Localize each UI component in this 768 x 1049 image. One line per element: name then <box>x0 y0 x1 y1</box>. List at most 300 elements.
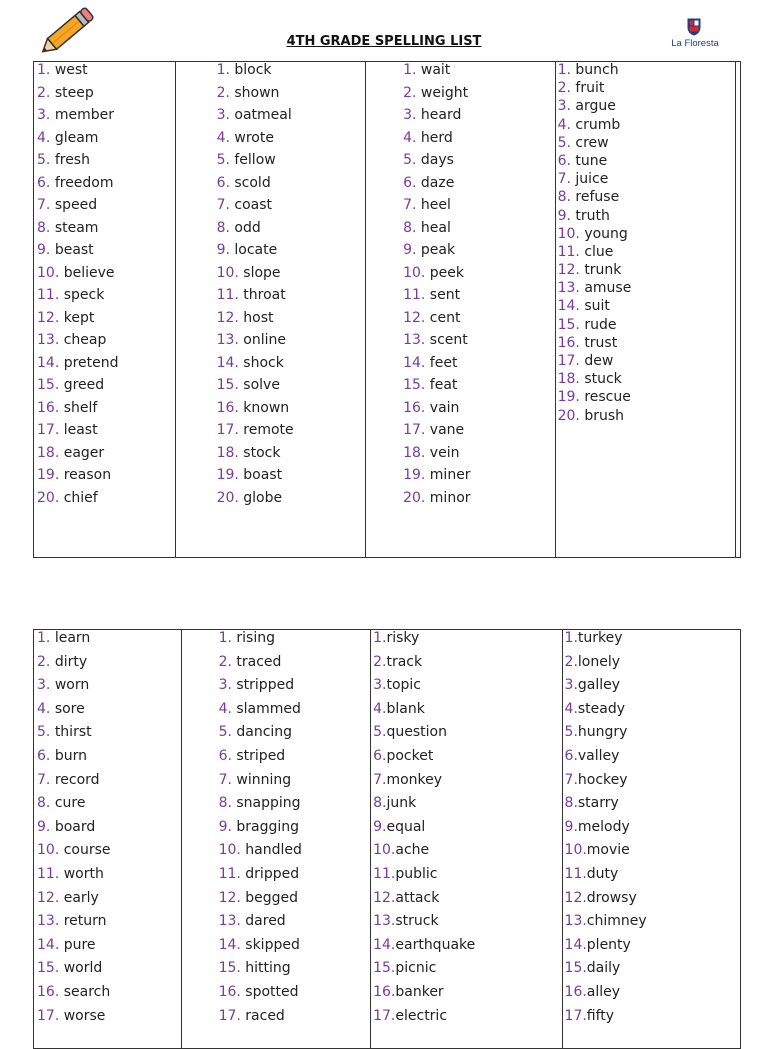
list-item <box>403 287 555 310</box>
list-item <box>37 490 175 513</box>
item-number: 11. <box>557 243 580 260</box>
spelling-word: tune <box>575 152 608 169</box>
spelling-word: herd <box>420 129 453 146</box>
spelling-word: reason <box>63 467 112 483</box>
list-item <box>403 422 555 445</box>
item-number: 14. <box>557 298 580 315</box>
list-item <box>558 98 740 116</box>
list-item <box>37 772 181 796</box>
spelling-word: bragging <box>236 818 300 835</box>
list-item <box>403 490 555 513</box>
list-item <box>565 866 740 890</box>
spelling-word: thirst <box>54 724 92 741</box>
item-number: 2. <box>218 653 232 670</box>
item-number: 18. <box>216 444 239 461</box>
item-number: 4. <box>564 700 578 717</box>
list-item <box>217 242 366 265</box>
list-item <box>217 152 366 175</box>
item-number: 15. <box>216 377 239 393</box>
list-item <box>217 62 366 85</box>
list-item <box>217 400 366 423</box>
spelling-word: picnic <box>395 960 437 977</box>
spelling-word: globe <box>243 489 283 506</box>
spelling-word: rising <box>236 630 275 646</box>
list-item <box>219 677 371 701</box>
item-number: 12. <box>557 262 580 279</box>
list-item <box>37 265 175 288</box>
list-item <box>37 377 175 400</box>
item-number: 8. <box>218 795 232 812</box>
list-item <box>373 866 561 890</box>
item-number: 3. <box>373 677 387 694</box>
spelling-word: hungry <box>577 724 628 741</box>
list-column <box>34 630 181 1048</box>
list-item <box>565 701 740 725</box>
spelling-word: fellow <box>234 152 276 168</box>
list-item <box>37 220 175 243</box>
spelling-word: brush <box>584 407 624 424</box>
spelling-word: speed <box>54 197 98 213</box>
list-item <box>217 220 366 243</box>
spelling-table-2 <box>33 629 741 1049</box>
item-number: 18. <box>403 444 426 461</box>
item-number: 5. <box>37 724 51 741</box>
list-item <box>37 152 175 175</box>
item-number: 5. <box>564 724 578 741</box>
list-item <box>217 377 366 400</box>
list-item <box>37 422 175 445</box>
spelling-word: ache <box>395 842 430 859</box>
list-item <box>219 890 371 914</box>
list-item <box>558 280 740 298</box>
spelling-word: hitting <box>245 960 291 977</box>
list-item <box>219 937 371 961</box>
spelling-word: block <box>234 62 272 78</box>
item-number: 2. <box>37 653 51 670</box>
list-item <box>217 265 366 288</box>
list-item <box>37 197 175 220</box>
list-item <box>403 377 555 400</box>
spelling-word: trust <box>584 334 618 351</box>
spelling-word: trunk <box>584 262 622 279</box>
spelling-word: steady <box>577 700 626 717</box>
item-number: 13. <box>37 332 60 348</box>
item-number: 12. <box>373 889 396 906</box>
spelling-word: peek <box>429 264 465 281</box>
item-number: 3. <box>216 107 230 123</box>
item-number: 17. <box>403 422 426 438</box>
spelling-word: turkey <box>577 630 623 646</box>
item-number: 2. <box>216 84 230 101</box>
list-item <box>558 62 740 80</box>
list-column <box>555 62 740 557</box>
spelling-word: scold <box>234 174 271 191</box>
spelling-word: daze <box>420 174 455 191</box>
spelling-word: begged <box>245 889 299 906</box>
item-number: 10. <box>37 264 60 281</box>
school-logo-text: La Floresta <box>671 38 719 49</box>
spelling-word: question <box>386 724 447 741</box>
spelling-word: cure <box>54 795 86 812</box>
item-number: 12. <box>564 889 587 906</box>
item-number: 11. <box>403 287 426 303</box>
spelling-word: coast <box>234 197 272 213</box>
spelling-word: steep <box>54 84 94 101</box>
list-item <box>403 332 555 355</box>
item-number: 13. <box>373 913 396 930</box>
spelling-word: kept <box>63 309 95 326</box>
list-item <box>403 355 555 378</box>
list-item <box>565 984 740 1008</box>
item-number: 9. <box>403 242 417 258</box>
spelling-word: freedom <box>54 174 114 191</box>
list-item <box>558 117 740 135</box>
list-item <box>558 335 740 353</box>
item-number: 5. <box>557 134 571 151</box>
item-number: 7. <box>37 771 51 788</box>
list-item <box>217 422 366 445</box>
list-item <box>565 960 740 984</box>
item-number: 12. <box>218 889 241 906</box>
item-number: 4. <box>373 700 387 717</box>
spelling-word: striped <box>236 747 286 764</box>
spelling-word: handled <box>245 842 302 859</box>
spelling-word: amuse <box>584 280 632 297</box>
list-item <box>217 107 366 130</box>
spelling-word: miner <box>429 467 471 483</box>
spelling-word: course <box>63 842 111 859</box>
list-item <box>558 317 740 335</box>
item-number: 2. <box>564 653 578 670</box>
item-number: 1. <box>218 630 232 646</box>
item-number: 9. <box>37 242 51 258</box>
list-item <box>219 724 371 748</box>
list-item <box>217 130 366 153</box>
spelling-word: risky <box>386 630 420 646</box>
item-number: 3. <box>557 98 571 115</box>
spelling-word: skipped <box>245 936 300 953</box>
spelling-word: feat <box>429 377 458 393</box>
spelling-word: chimney <box>586 913 647 930</box>
list-item <box>217 332 366 355</box>
spelling-word: valley <box>577 747 620 764</box>
item-number: 8. <box>557 189 571 206</box>
list-item <box>373 960 561 984</box>
item-number: 8. <box>373 795 387 812</box>
item-number: 15. <box>373 960 396 977</box>
list-item <box>565 890 740 914</box>
list-item <box>558 208 740 226</box>
spelling-word: lonely <box>577 653 621 670</box>
spelling-word: board <box>54 818 96 835</box>
list-item <box>37 677 181 701</box>
spelling-word: traced <box>236 653 282 670</box>
item-number: 15. <box>403 377 426 393</box>
spelling-word: struck <box>395 913 439 930</box>
item-number: 14. <box>564 936 587 953</box>
spelling-word: chief <box>63 489 98 506</box>
list-item <box>219 866 371 890</box>
item-number: 6. <box>37 174 51 191</box>
spelling-word: locate <box>234 242 278 258</box>
item-number: 13. <box>216 332 239 348</box>
item-number: 7. <box>564 771 578 788</box>
item-number: 13. <box>557 280 580 297</box>
item-number: 4. <box>37 129 51 146</box>
list-item <box>219 819 371 843</box>
spelling-word: daily <box>586 960 621 977</box>
item-number: 11. <box>37 287 60 303</box>
spelling-word: early <box>63 889 99 906</box>
item-number: 19. <box>557 389 580 406</box>
spelling-word: track <box>386 653 423 670</box>
spelling-word: sent <box>429 287 461 303</box>
item-number: 11. <box>37 865 60 882</box>
item-number: 16. <box>564 983 587 1000</box>
item-number: 14. <box>37 354 60 371</box>
item-number: 20. <box>403 489 426 506</box>
list-item <box>403 175 555 198</box>
item-number: 6. <box>557 152 571 169</box>
list-column <box>175 62 366 557</box>
spelling-word: equal <box>386 818 426 835</box>
list-item <box>565 630 740 654</box>
list-item <box>565 795 740 819</box>
spelling-word: west <box>54 62 88 78</box>
item-number: 14. <box>373 936 396 953</box>
item-number: 16. <box>557 334 580 351</box>
list-item <box>565 913 740 937</box>
spelling-word: spotted <box>245 983 299 1000</box>
item-number: 5. <box>403 152 417 168</box>
spelling-word: fresh <box>54 152 90 168</box>
spelling-word: dared <box>245 913 286 930</box>
list-item <box>37 62 175 85</box>
list-item <box>373 890 561 914</box>
spelling-word: hockey <box>577 771 628 788</box>
item-number: 6. <box>218 747 232 764</box>
spelling-word: steam <box>54 219 99 236</box>
list-item <box>219 630 371 654</box>
item-number: 10. <box>216 264 239 281</box>
spelling-word: heel <box>420 197 451 213</box>
spelling-word: vein <box>429 444 460 461</box>
item-number: 1. <box>37 630 51 646</box>
spelling-word: fruit <box>575 80 605 97</box>
spelling-word: rude <box>584 316 617 333</box>
item-number: 2. <box>37 84 51 101</box>
item-number: 20. <box>557 407 580 424</box>
list-item <box>373 677 561 701</box>
school-shield-icon <box>687 18 701 36</box>
list-item <box>37 890 181 914</box>
spelling-word: wait <box>420 62 451 78</box>
item-number: 16. <box>37 983 60 1000</box>
item-number: 17. <box>37 422 60 438</box>
item-number: 15. <box>564 960 587 977</box>
list-item <box>37 1008 181 1032</box>
spelling-word: refuse <box>575 189 620 206</box>
item-number: 16. <box>218 983 241 1000</box>
item-number: 13. <box>403 332 426 348</box>
list-item <box>373 748 561 772</box>
item-number: 11. <box>216 287 239 303</box>
list-item <box>37 748 181 772</box>
spelling-word: snapping <box>236 795 301 812</box>
item-number: 19. <box>37 467 60 483</box>
item-number: 2. <box>403 84 417 101</box>
list-item <box>373 984 561 1008</box>
item-number: 11. <box>373 865 396 882</box>
spelling-word: scent <box>429 332 468 348</box>
item-number: 10. <box>403 264 426 281</box>
spelling-word: return <box>63 913 107 930</box>
list-item <box>565 748 740 772</box>
list-item <box>558 80 740 98</box>
item-number: 5. <box>218 724 232 741</box>
spelling-word: juice <box>575 171 609 188</box>
item-number: 1. <box>37 62 51 78</box>
item-number: 8. <box>37 795 51 812</box>
item-number: 15. <box>218 960 241 977</box>
spelling-word: worn <box>54 677 90 694</box>
spelling-word: raced <box>245 1007 285 1024</box>
list-item <box>373 937 561 961</box>
list-item <box>37 332 175 355</box>
spelling-word: dew <box>584 353 614 369</box>
item-number: 9. <box>216 242 230 258</box>
list-item <box>37 984 181 1008</box>
item-number: 1. <box>216 62 230 78</box>
list-item <box>217 197 366 220</box>
item-number: 12. <box>403 309 426 326</box>
item-number: 6. <box>37 747 51 764</box>
item-number: 4. <box>557 116 571 133</box>
list-item <box>565 724 740 748</box>
spelling-word: crumb <box>575 116 621 133</box>
item-number: 5. <box>216 152 230 168</box>
list-item <box>565 1008 740 1032</box>
item-number: 4. <box>403 129 417 146</box>
page-title: 4TH GRADE SPELLING LIST <box>286 34 482 49</box>
item-number: 10. <box>557 225 580 242</box>
list-item <box>373 795 561 819</box>
item-number: 13. <box>37 913 60 930</box>
list-item <box>373 772 561 796</box>
list-item <box>373 842 561 866</box>
list-item <box>403 130 555 153</box>
spelling-word: heal <box>420 219 451 236</box>
spelling-word: earthquake <box>395 936 476 953</box>
spelling-word: remote <box>243 422 294 438</box>
item-number: 17. <box>557 353 580 369</box>
list-item <box>37 630 181 654</box>
item-number: 9. <box>557 207 571 224</box>
list-item <box>558 389 740 407</box>
list-column <box>365 62 555 557</box>
list-item <box>37 913 181 937</box>
spelling-word: stock <box>243 444 281 461</box>
item-number: 9. <box>37 818 51 835</box>
spelling-word: public <box>395 865 438 882</box>
spelling-word: weight <box>420 84 469 101</box>
list-item <box>217 467 366 490</box>
list-column <box>181 630 371 1048</box>
item-number: 17. <box>37 1007 60 1024</box>
list-item <box>558 226 740 244</box>
list-item <box>403 467 555 490</box>
spelling-word: blank <box>386 700 425 717</box>
item-number: 11. <box>218 865 241 882</box>
list-item <box>37 960 181 984</box>
list-item <box>558 298 740 316</box>
spelling-word: dancing <box>236 724 293 741</box>
item-number: 7. <box>218 771 232 788</box>
spelling-word: winning <box>236 771 292 788</box>
item-number: 8. <box>216 219 230 236</box>
list-item <box>558 408 740 426</box>
spelling-word: truth <box>575 207 610 224</box>
spelling-word: sore <box>54 700 85 717</box>
item-number: 14. <box>218 936 241 953</box>
pencil-icon <box>34 4 96 62</box>
list-item <box>219 842 371 866</box>
list-item <box>219 748 371 772</box>
item-number: 18. <box>37 444 60 461</box>
spelling-word: gleam <box>54 129 99 146</box>
item-number: 14. <box>216 354 239 371</box>
list-item <box>37 842 181 866</box>
list-item <box>37 287 175 310</box>
list-item <box>219 960 371 984</box>
list-item <box>217 287 366 310</box>
item-number: 1. <box>403 62 417 78</box>
item-number: 14. <box>403 354 426 371</box>
item-number: 7. <box>373 771 387 788</box>
list-item <box>558 244 740 262</box>
spelling-word: monkey <box>386 771 443 788</box>
list-item <box>219 913 371 937</box>
spelling-word: known <box>243 399 290 416</box>
list-item <box>219 984 371 1008</box>
spelling-word: world <box>63 960 103 977</box>
list-item <box>217 355 366 378</box>
spelling-word: bunch <box>575 62 619 78</box>
list-item <box>37 467 175 490</box>
spelling-word: days <box>420 152 454 168</box>
item-number: 13. <box>564 913 587 930</box>
spelling-word: pocket <box>386 747 434 764</box>
item-number: 15. <box>557 316 580 333</box>
list-column <box>562 630 740 1048</box>
item-number: 19. <box>216 467 239 483</box>
item-number: 8. <box>564 795 578 812</box>
school-logo <box>660 18 730 52</box>
spelling-word: stuck <box>584 371 622 388</box>
spelling-word: galley <box>577 677 621 694</box>
item-number: 12. <box>216 309 239 326</box>
list-item <box>403 220 555 243</box>
item-number: 16. <box>403 399 426 416</box>
spelling-word: member <box>54 107 114 123</box>
list-item <box>37 445 175 468</box>
spelling-word: online <box>243 332 286 348</box>
list-item <box>37 400 175 423</box>
list-item <box>403 400 555 423</box>
list-item <box>373 913 561 937</box>
spelling-word: cent <box>429 309 461 326</box>
item-number: 13. <box>218 913 241 930</box>
